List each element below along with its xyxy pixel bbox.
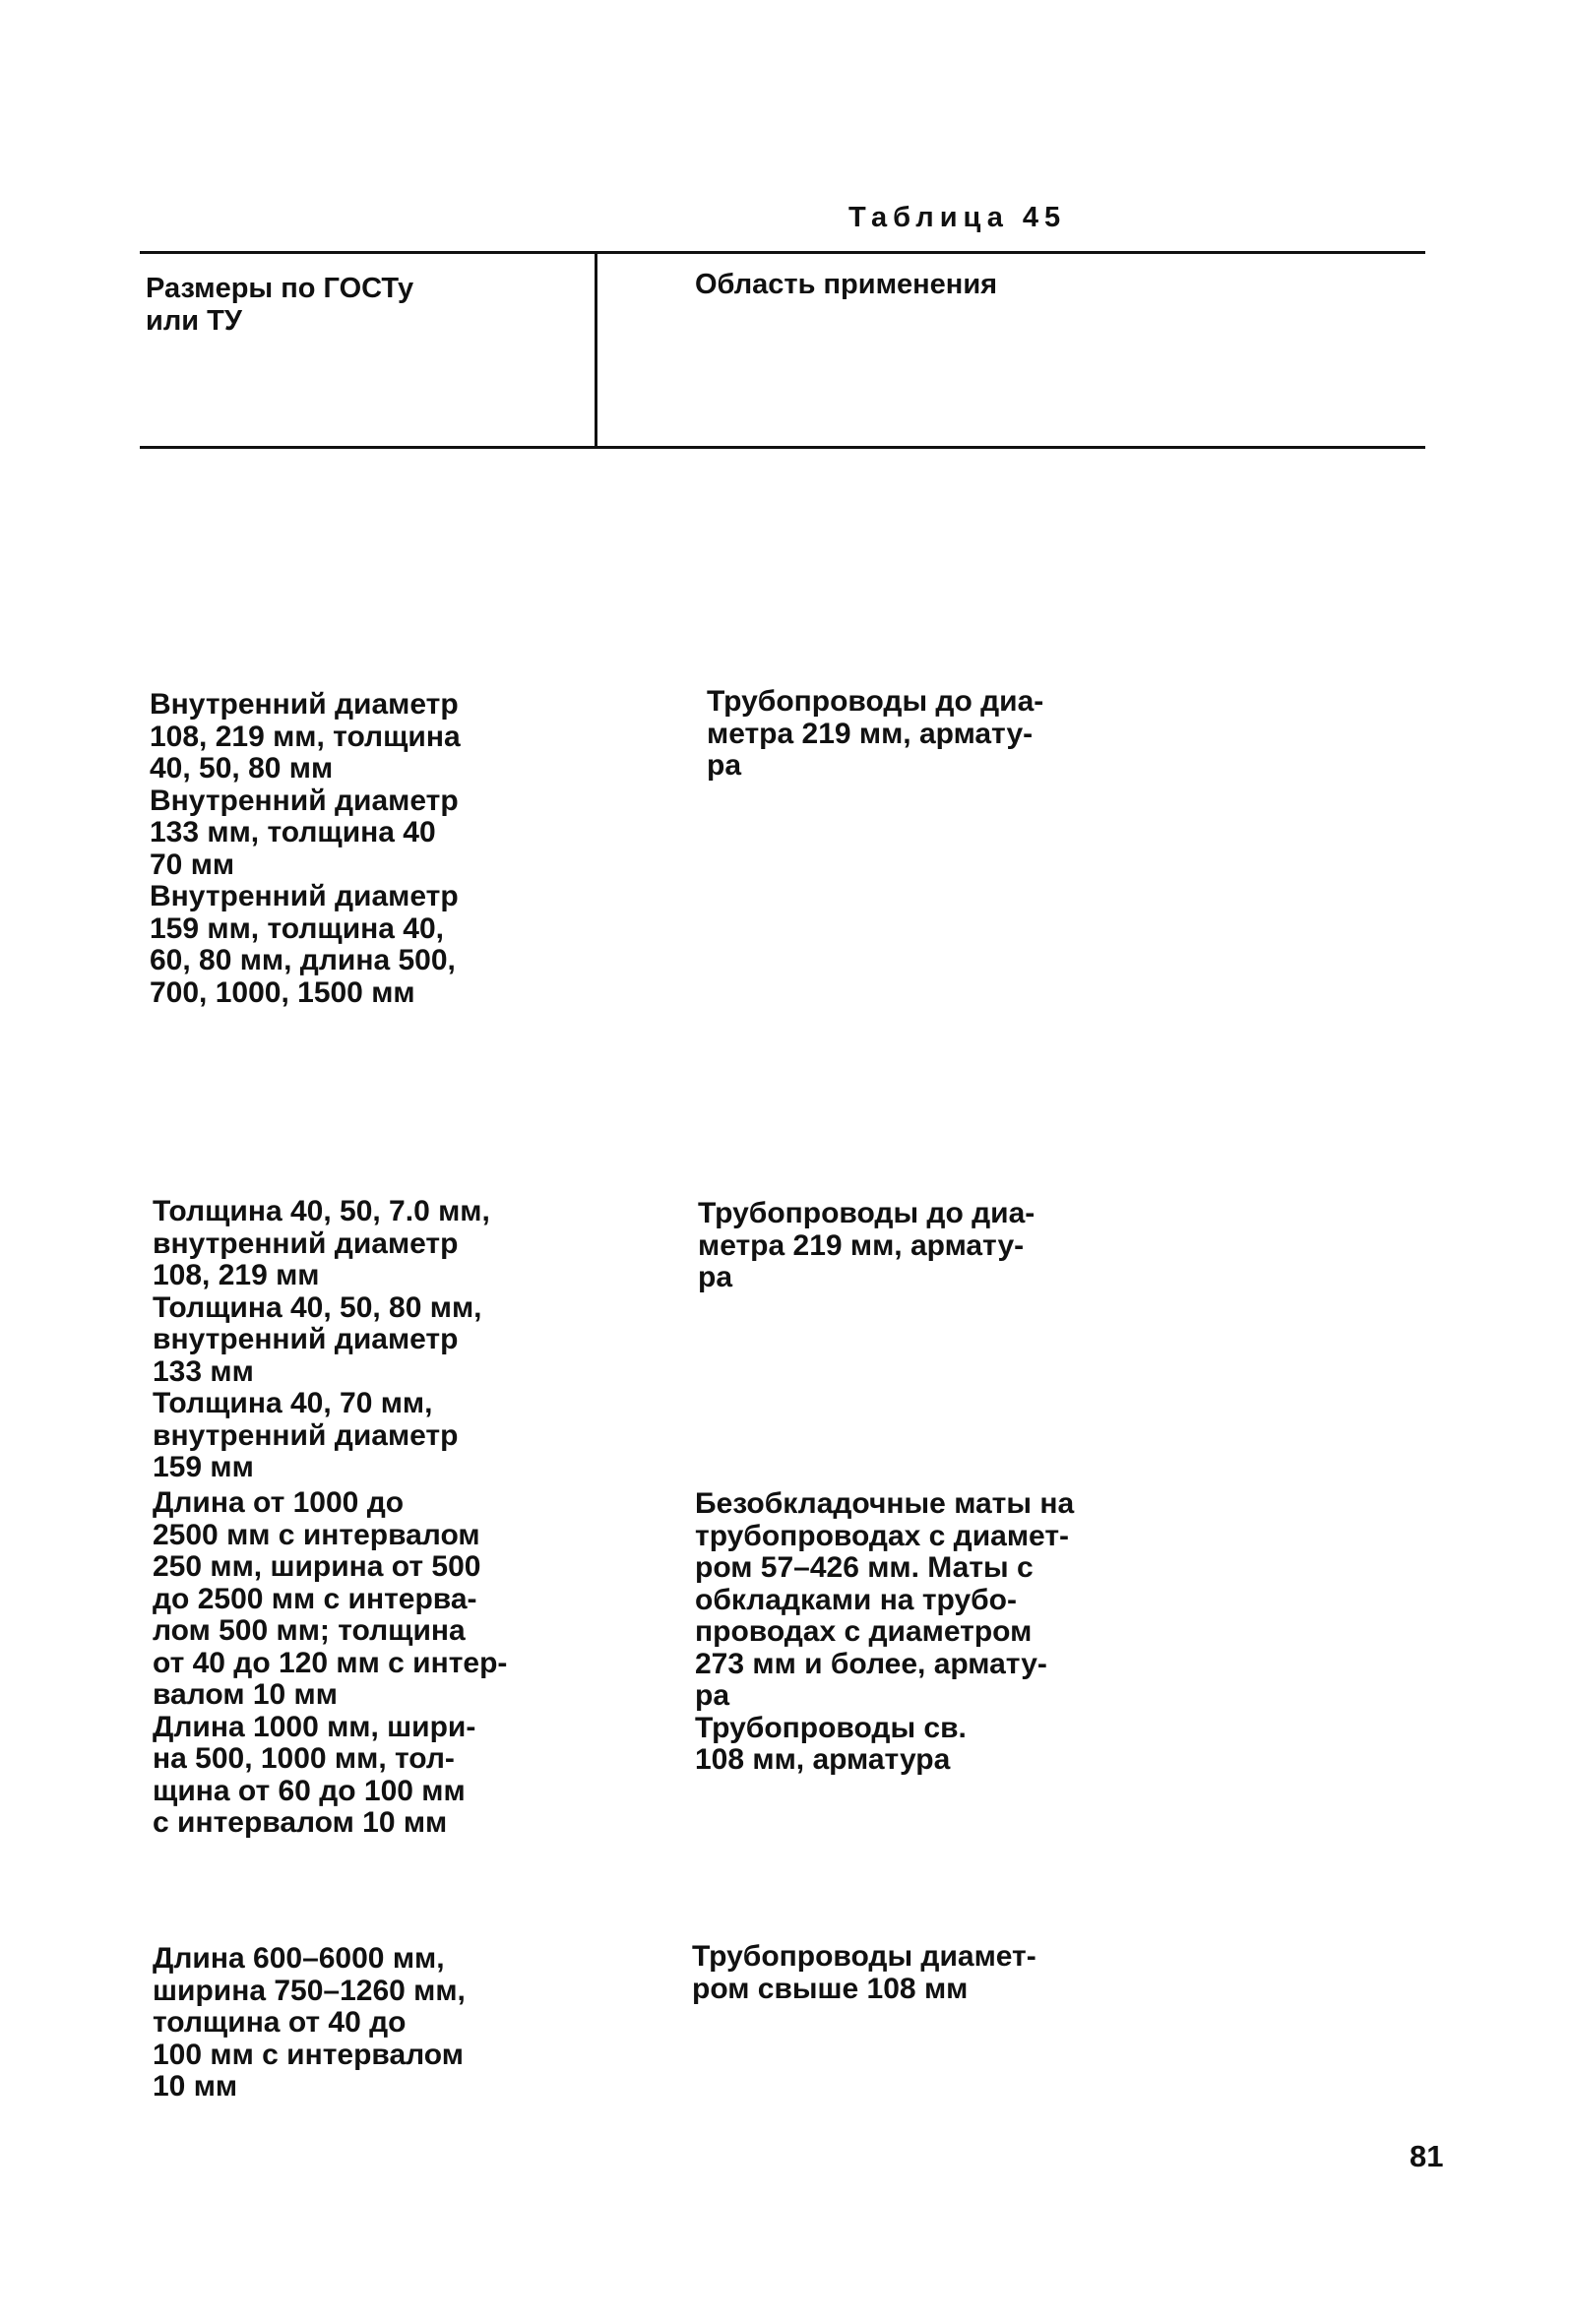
table-top-rule	[140, 251, 1425, 254]
table-row-1-sizes: Внутренний диаметр 108, 219 мм, толщина 40, 50, 80 мм Внутренний диаметр 133 мм, толщина 40 70 мм Внутренний диаметр 159 мм, толщина 40, 60, 80 мм, длина 500, 700, 1000, 1500 мм	[150, 688, 461, 1009]
table-row-2-sizes: Толщина 40, 50, 7.0 мм, внутренний диаметр 108, 219 мм Толщина 40, 50, 80 мм, внутренний диаметр 133 мм Толщина 40, 70 мм, внутренний диаметр 159 мм	[153, 1195, 490, 1483]
table-row-4-application: Трубопроводы диамет- ром свыше 108 мм	[692, 1940, 1036, 2005]
page-number: 81	[1410, 2139, 1444, 2173]
table-row-4-sizes: Длина 600–6000 мм, ширина 750–1260 мм, толщина от 40 до 100 мм с интервалом 10 мм	[153, 1942, 466, 2103]
table-row-2-application: Трубопроводы до диа- метра 219 мм, армату- ра	[698, 1197, 1036, 1293]
table-row-3-sizes: Длина от 1000 до 2500 мм с интервалом 250 мм, ширина от 500 до 2500 мм с интерва- лом 500 мм; толщина от 40 до 120 мм с интер- валом 10 мм Длина 1000 мм, шири- на 500, 1000 мм, тол- щина от 60 до 100 мм с интервалом 10 мм	[153, 1486, 508, 1839]
table-row-3-application: Безобкладочные маты на трубопроводах с диамет- ром 57–426 мм. Маты с обкладками на трубо- проводах с диаметром 273 мм и более, армату- ра Трубопроводы св. 108 мм, арматура	[695, 1487, 1075, 1776]
table-row-1-application: Трубопроводы до диа- метра 219 мм, армату- ра	[707, 685, 1044, 782]
table-caption: Таблица 45	[848, 202, 1067, 233]
column-header-application: Область применения	[695, 269, 998, 300]
column-header-sizes: Размеры по ГОСТу или ТУ	[146, 273, 414, 337]
table-header-bottom-rule	[140, 446, 1425, 449]
table-header-divider	[595, 251, 597, 448]
